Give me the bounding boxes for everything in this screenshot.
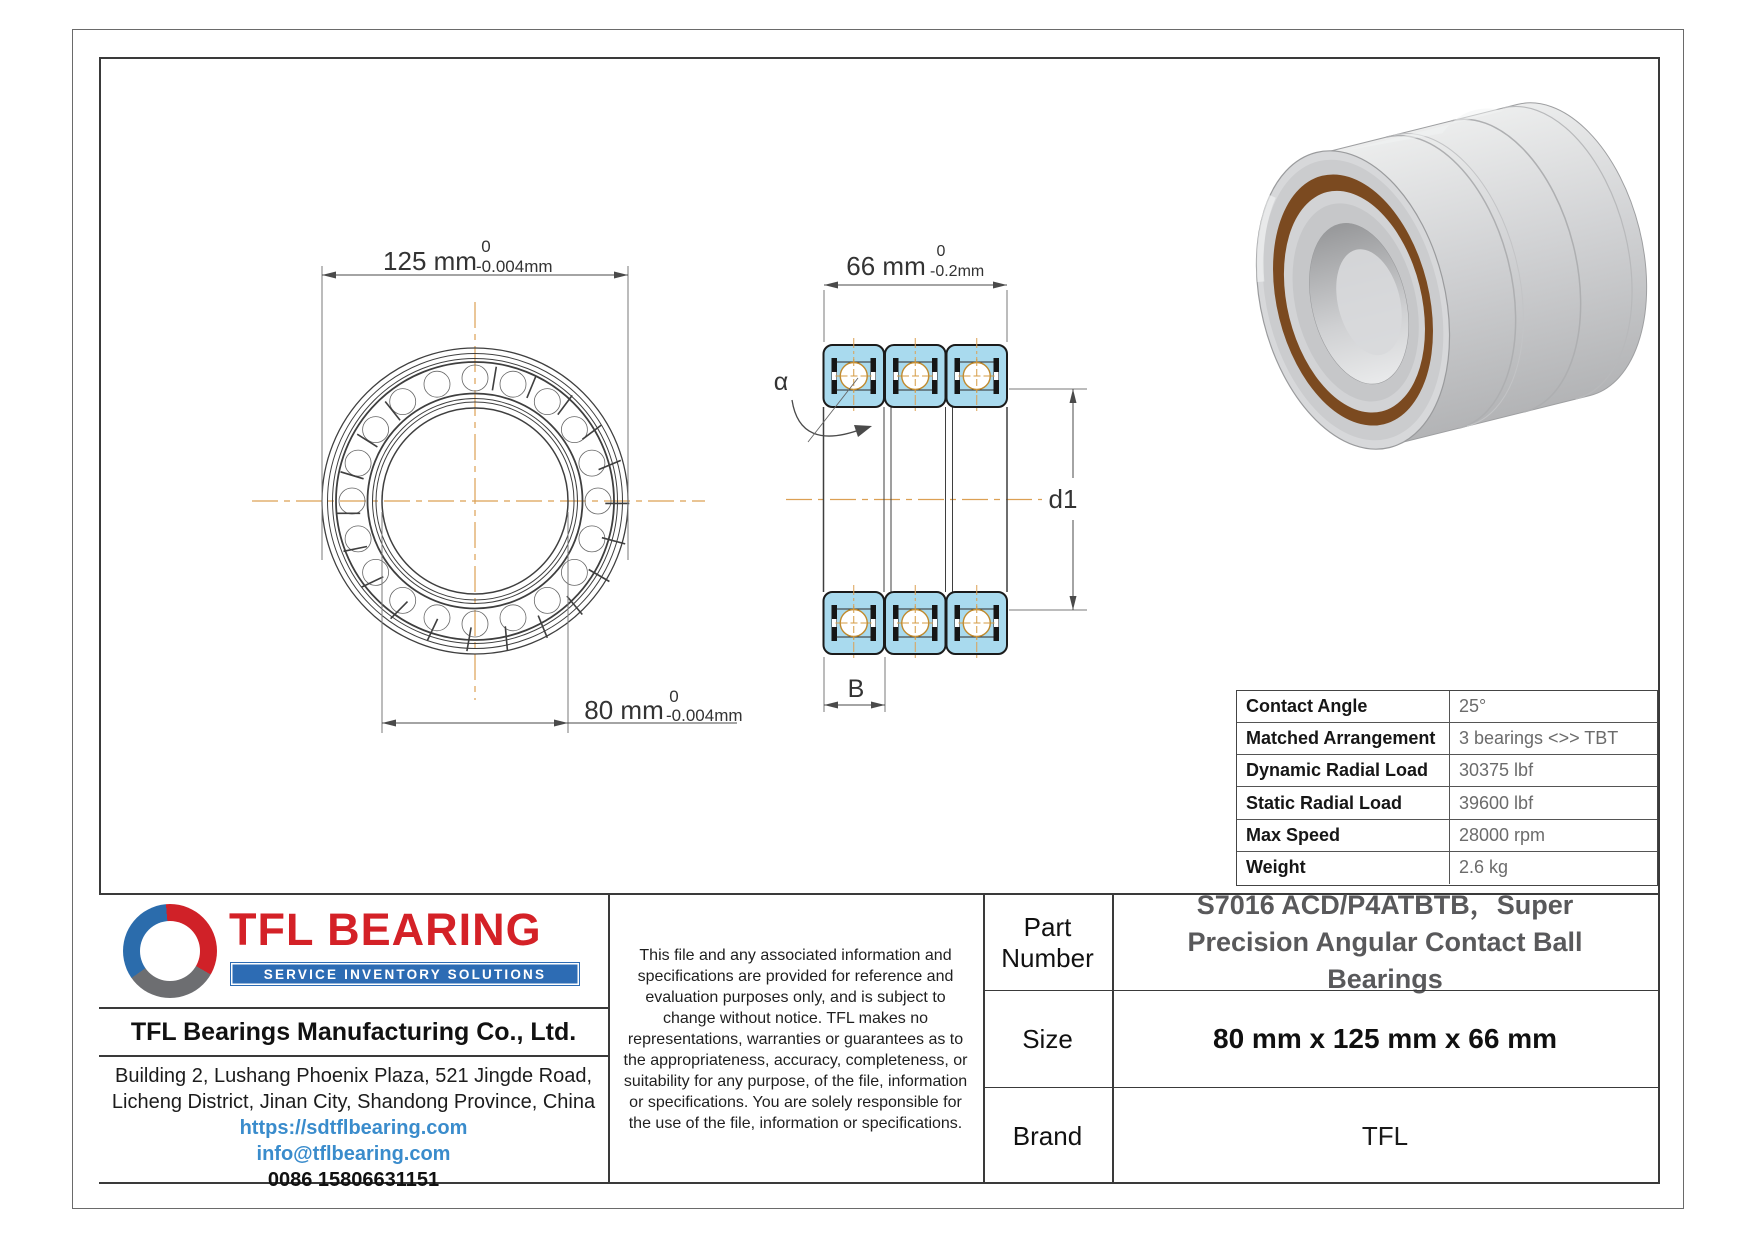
disclaimer-cell	[608, 895, 983, 1184]
title-block	[99, 890, 1658, 1191]
table-row	[1237, 723, 1657, 755]
table-row	[1237, 755, 1657, 787]
website-link[interactable]: https://sdtflbearing.com	[239, 1117, 468, 1139]
logo-title: TFL BEARING	[229, 904, 542, 955]
brand-value: TFL	[1361, 1120, 1409, 1151]
phone-number: 0086 15806631151	[267, 1169, 440, 1191]
spec-label: Static Radial Load	[1237, 787, 1450, 818]
dim-outer-value: 125 mm	[383, 246, 477, 276]
spec-value: 2.6 kg	[1459, 857, 1509, 878]
size-label: Size	[1022, 1023, 1073, 1054]
front-view-drawing	[252, 302, 705, 700]
spec-value: 25°	[1459, 696, 1487, 717]
spec-label: Matched Arrangement	[1237, 723, 1450, 754]
part-number-value: S7016 ACD/P4ATBTB，Super Precision Angular Contact Ball Bearings	[1187, 890, 1583, 994]
label-b: B	[847, 675, 865, 703]
spec-label: Max Speed	[1237, 820, 1450, 851]
field-label-column	[983, 895, 1112, 1184]
spec-table	[1236, 690, 1658, 886]
dim-width-tol-lower: -0.2mm	[930, 263, 985, 280]
logo-cell	[99, 895, 608, 1007]
table-row	[1237, 852, 1657, 884]
label-d1: d1	[1048, 484, 1078, 514]
part-number-label: Part Number	[1001, 911, 1094, 973]
spec-label: Contact Angle	[1237, 691, 1450, 722]
disclaimer-text: This file and any associated information and specifications are provided for reference and evaluation purposes only, and is subject to change without notice. TFL makes no representations, warranties or guarantees as to the appropriateness, accuracy, completeness, or suitability for any purpose, of the file, information or specifications. You are solely responsible for the use of the file, information or specifications.	[623, 947, 968, 1132]
spec-label: Dynamic Radial Load	[1237, 755, 1450, 786]
dim-width	[824, 243, 1007, 342]
dim-bore-value: 80 mm	[584, 695, 664, 725]
dim-bore-tol-upper: 0	[669, 687, 679, 706]
dim-width-value: 66 mm	[846, 251, 926, 281]
company-address: Building 2, Lushang Phoenix Plaza, 521 Jingde Road, Licheng District, Jinan City, Shandong Province, China	[111, 1065, 596, 1113]
spec-value: 30375 lbf	[1459, 760, 1534, 781]
dim-outer-tol-lower: -0.004mm	[476, 257, 553, 276]
spec-value: 28000 rpm	[1459, 824, 1546, 845]
address-cell	[99, 1055, 608, 1191]
dim-width-tol-upper: 0	[936, 243, 946, 260]
dim-bore-tol-lower: -0.004mm	[666, 706, 743, 725]
table-row	[1237, 787, 1657, 819]
bearing-3d-render	[1226, 78, 1676, 469]
field-value-column	[1112, 890, 1658, 1184]
logo-subtitle-banner: SERVICE INVENTORY SOLUTIONS	[230, 962, 580, 986]
tfl-logo-icon	[123, 904, 217, 998]
section-view-drawing	[786, 338, 1042, 661]
size-value: 80 mm x 125 mm x 66 mm	[1213, 1023, 1557, 1054]
dim-b	[824, 657, 885, 712]
spec-value: 39600 lbf	[1459, 792, 1534, 813]
table-row	[1237, 820, 1657, 852]
table-row	[1237, 691, 1657, 723]
dim-outer-tol-upper: 0	[481, 237, 491, 256]
spec-label: Weight	[1237, 852, 1450, 884]
company-name: TFL Bearings Manufacturing Co., Ltd.	[99, 1007, 608, 1055]
brand-label: Brand	[1012, 1120, 1083, 1151]
label-alpha: α	[773, 368, 789, 396]
spec-value: 3 bearings <>> TBT	[1459, 728, 1619, 749]
email-link[interactable]: info@tflbearing.com	[256, 1143, 451, 1165]
